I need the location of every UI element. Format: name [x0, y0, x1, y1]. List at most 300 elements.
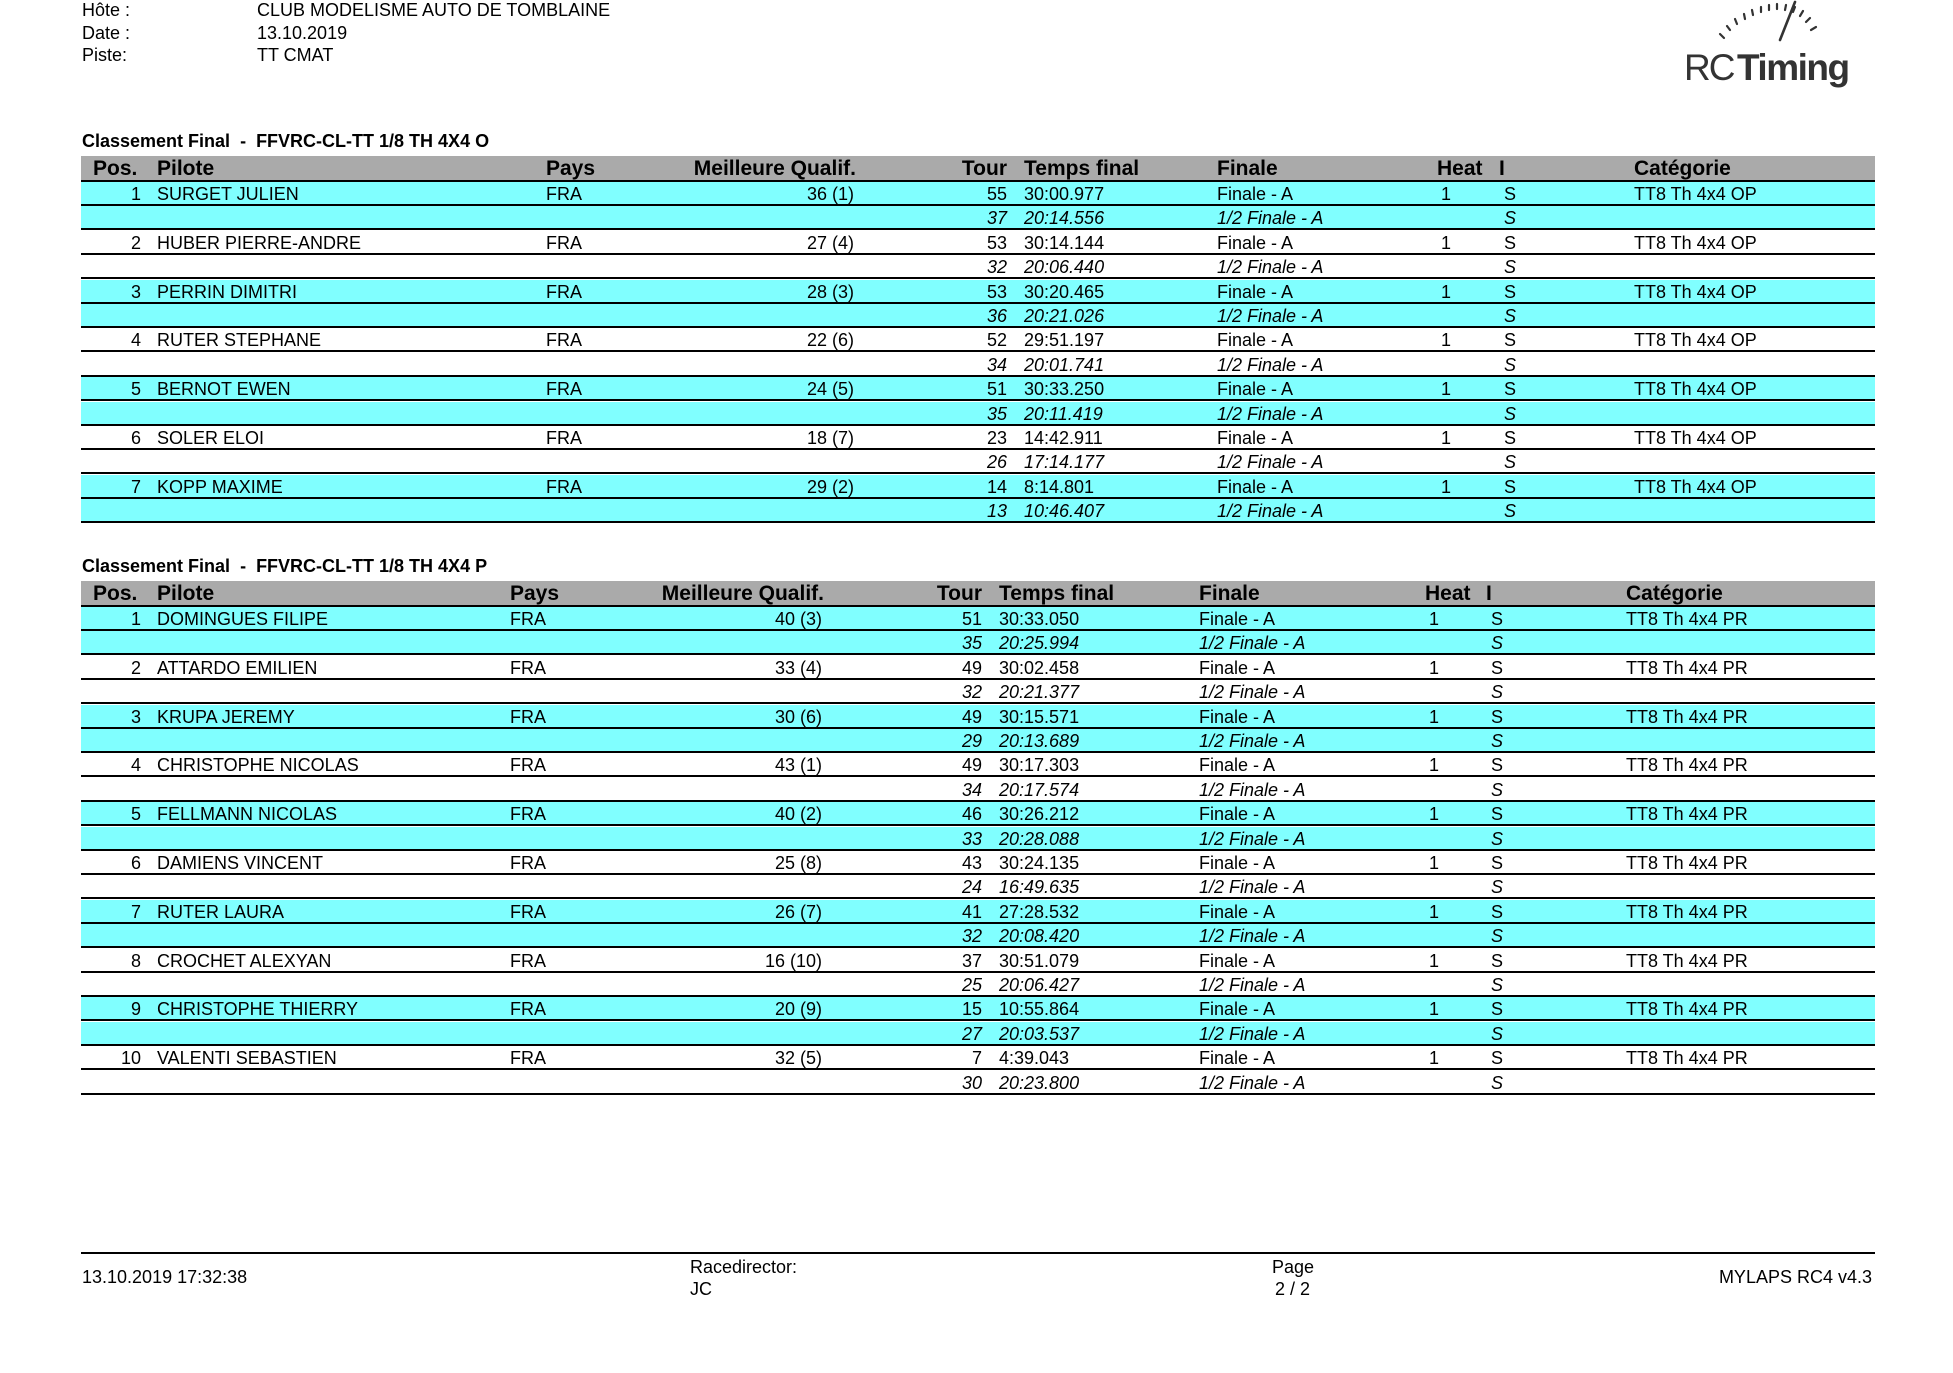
sub-i-flag: S [1491, 633, 1504, 654]
final-name: Finale - A [1199, 804, 1276, 825]
table-subrow [81, 680, 1875, 704]
laps: 53 [986, 232, 1007, 253]
column-header-country: Pays [510, 582, 560, 605]
laps: 51 [986, 379, 1007, 400]
svg-text:Timing: Timing [1737, 47, 1849, 88]
laps: 49 [961, 706, 982, 727]
position: 9 [130, 999, 141, 1020]
sub-final-name: 1/2 Finale - A [1199, 828, 1306, 849]
final-name: Finale - A [1217, 330, 1294, 351]
table-row [81, 802, 1875, 826]
heat: 1 [1429, 901, 1440, 922]
category: TT8 Th 4x4 OP [1634, 281, 1757, 302]
laps: 43 [961, 853, 982, 873]
final-time: 27:28.532 [999, 901, 1080, 922]
country: FRA [510, 706, 546, 727]
table-subrow [81, 973, 1875, 997]
category: TT8 Th 4x4 PR [1626, 755, 1748, 776]
pilot-name: HUBER PIERRE-ANDRE [157, 232, 362, 253]
sub-final-time: 20:01.741 [1024, 354, 1105, 375]
category: TT8 Th 4x4 PR [1626, 609, 1748, 629]
track-value: TT CMAT [257, 45, 334, 65]
gauge-icon [1680, 0, 1870, 95]
final-name: Finale - A [1217, 232, 1294, 253]
sub-final-time: 20:23.800 [999, 1072, 1080, 1093]
best-qualif: 30 (6) [774, 706, 822, 727]
position: 10 [120, 1048, 141, 1069]
sub-final-name: 1/2 Finale - A [1217, 403, 1324, 424]
table-subrow [81, 402, 1875, 426]
pilot-name: DOMINGUES FILIPE [157, 609, 329, 629]
pilot-name: RUTER STEPHANE [157, 330, 322, 351]
sub-final-name: 1/2 Finale - A [1199, 877, 1306, 898]
final-time: 14:42.911 [1024, 428, 1103, 448]
best-qualif: 40 (3) [774, 609, 822, 629]
heat: 1 [1441, 330, 1452, 351]
section-title-prefix: Classement Final [82, 131, 231, 151]
table-row [81, 949, 1875, 973]
sub-final-time: 20:11.419 [1024, 403, 1103, 424]
table-row [81, 1046, 1875, 1070]
best-qualif: 32 (5) [774, 1048, 822, 1069]
printed-timestamp: 13.10.2019 17:32:38 [82, 1267, 248, 1287]
table-subrow [81, 827, 1875, 851]
svg-text:RC: RC [1684, 47, 1734, 88]
heat: 1 [1441, 232, 1452, 253]
i-flag: S [1504, 330, 1517, 351]
sub-laps: 33 [961, 828, 982, 849]
position: 2 [130, 657, 141, 678]
i-flag: S [1504, 476, 1517, 497]
heat: 1 [1429, 609, 1440, 629]
position: 8 [130, 950, 141, 971]
final-name: Finale - A [1199, 950, 1276, 971]
final-name: Finale - A [1199, 901, 1276, 922]
pilot-name: RUTER LAURA [157, 901, 285, 922]
sub-i-flag: S [1491, 682, 1504, 703]
sub-laps: 35 [986, 403, 1007, 424]
laps: 23 [986, 428, 1007, 448]
laps: 55 [986, 184, 1007, 204]
pilot-name: PERRIN DIMITRI [157, 281, 298, 302]
laps: 53 [986, 281, 1007, 302]
sub-final-name: 1/2 Finale - A [1217, 306, 1324, 326]
heat: 1 [1429, 706, 1440, 727]
final-name: Finale - A [1199, 1048, 1276, 1069]
sub-final-time: 20:17.574 [999, 779, 1080, 800]
laps: 46 [961, 804, 982, 825]
i-flag: S [1491, 1048, 1504, 1069]
column-header-country: Pays [546, 157, 596, 180]
final-time: 30:14.144 [1024, 232, 1105, 253]
i-flag: S [1491, 657, 1504, 678]
sub-final-name: 1/2 Finale - A [1199, 633, 1306, 654]
i-flag: S [1491, 901, 1504, 922]
heat: 1 [1441, 184, 1452, 204]
sub-final-time: 17:14.177 [1024, 452, 1105, 473]
country: FRA [546, 281, 582, 302]
racedirector-label: Racedirector: [690, 1257, 798, 1277]
table-subrow [81, 304, 1875, 328]
table-subrow [81, 450, 1875, 474]
laps: 15 [961, 999, 982, 1020]
final-name: Finale - A [1199, 755, 1276, 776]
table-subrow [81, 729, 1875, 753]
table-row [81, 426, 1875, 450]
table-subrow [81, 875, 1875, 899]
page-number: 2 / 2 [1275, 1279, 1311, 1299]
sub-final-name: 1/2 Finale - A [1199, 926, 1306, 947]
sub-final-time: 16:49.635 [999, 877, 1080, 898]
country: FRA [510, 755, 546, 776]
laps: 7 [971, 1048, 982, 1069]
column-header-final-time: Temps final [1024, 157, 1140, 180]
best-qualif: 16 (10) [764, 950, 822, 971]
country: FRA [510, 999, 546, 1020]
page-label: Page [1272, 1257, 1315, 1277]
laps: 51 [961, 609, 982, 629]
table-subrow [81, 206, 1875, 230]
i-flag: S [1504, 232, 1517, 253]
sub-laps: 34 [961, 779, 982, 800]
sub-final-name: 1/2 Finale - A [1199, 779, 1306, 800]
sub-final-time: 20:06.427 [999, 975, 1080, 995]
final-name: Finale - A [1217, 428, 1294, 448]
final-name: Finale - A [1199, 999, 1276, 1020]
sub-i-flag: S [1504, 501, 1517, 522]
sub-i-flag: S [1491, 1023, 1504, 1044]
best-qualif: 24 (5) [806, 379, 854, 400]
final-name: Finale - A [1199, 853, 1276, 873]
country: FRA [510, 853, 546, 873]
final-name: Finale - A [1199, 706, 1276, 727]
pilot-name: BERNOT EWEN [157, 379, 291, 400]
sub-final-time: 20:25.994 [999, 633, 1080, 654]
column-header-i: I [1486, 582, 1492, 605]
date-value: 13.10.2019 [257, 23, 348, 43]
sub-laps: 29 [961, 731, 982, 751]
sub-laps: 37 [986, 208, 1007, 229]
best-qualif: 18 (7) [806, 428, 854, 448]
position: 4 [130, 755, 141, 776]
column-header-final-time: Temps final [999, 582, 1115, 605]
category: TT8 Th 4x4 OP [1634, 232, 1757, 253]
table-row [81, 377, 1875, 401]
country: FRA [510, 609, 546, 629]
section-title-p: Classement Final - FFVRC-CL-TT 1/8 TH 4X4 P [82, 556, 488, 576]
final-time: 30:02.458 [999, 657, 1080, 678]
i-flag: S [1491, 706, 1504, 727]
final-time: 30:17.303 [999, 755, 1080, 776]
category: TT8 Th 4x4 PR [1626, 853, 1748, 873]
final-time: 30:26.212 [999, 804, 1080, 825]
position: 5 [130, 379, 141, 400]
column-header-category: Catégorie [1626, 582, 1723, 605]
table-subrow [81, 778, 1875, 802]
sub-laps: 25 [961, 975, 982, 995]
sub-final-name: 1/2 Finale - A [1199, 731, 1306, 751]
final-time: 8:14.801 [1024, 476, 1095, 497]
sub-final-time: 20:28.088 [999, 828, 1080, 849]
laps: 49 [961, 657, 982, 678]
i-flag: S [1504, 379, 1517, 400]
category: TT8 Th 4x4 PR [1626, 999, 1748, 1020]
sub-i-flag: S [1504, 452, 1517, 473]
best-qualif: 28 (3) [806, 281, 854, 302]
column-header-laps: Tour [961, 157, 1007, 180]
i-flag: S [1491, 999, 1504, 1020]
position: 1 [130, 609, 141, 629]
heat: 1 [1429, 853, 1440, 873]
sub-laps: 35 [961, 633, 982, 654]
i-flag: S [1491, 609, 1504, 629]
sub-final-name: 1/2 Finale - A [1217, 452, 1324, 473]
column-header-pos: Pos. [93, 157, 138, 180]
sub-final-time: 20:14.556 [1024, 208, 1105, 229]
sub-i-flag: S [1504, 403, 1517, 424]
pilot-name: CROCHET ALEXYAN [157, 950, 332, 971]
sub-final-name: 1/2 Finale - A [1199, 1072, 1306, 1093]
heat: 1 [1429, 755, 1440, 776]
category: TT8 Th 4x4 OP [1634, 428, 1757, 448]
section-title-name: FFVRC-CL-TT 1/8 TH 4X4 P [256, 556, 488, 576]
sub-i-flag: S [1491, 926, 1504, 947]
section-title-name: FFVRC-CL-TT 1/8 TH 4X4 O [256, 131, 490, 151]
sub-i-flag: S [1491, 1072, 1504, 1093]
sub-i-flag: S [1491, 877, 1504, 898]
best-qualif: 25 (8) [774, 853, 822, 873]
best-qualif: 26 (7) [774, 901, 822, 922]
track-label: Piste: [82, 45, 128, 65]
final-time: 30:51.079 [999, 950, 1080, 971]
i-flag: S [1491, 853, 1504, 873]
final-time: 30:20.465 [1024, 281, 1105, 302]
sub-final-name: 1/2 Finale - A [1199, 975, 1306, 995]
position: 2 [130, 232, 141, 253]
table-subrow [81, 499, 1875, 523]
category: TT8 Th 4x4 PR [1626, 950, 1748, 971]
table-row [81, 475, 1875, 499]
country: FRA [546, 330, 582, 351]
position: 7 [130, 476, 141, 497]
column-header-pilot: Pilote [157, 157, 215, 180]
pilot-name: CHRISTOPHE THIERRY [157, 999, 359, 1020]
best-qualif: 20 (9) [774, 999, 822, 1020]
country: FRA [510, 804, 546, 825]
host-value: CLUB MODELISME AUTO DE TOMBLAINE [257, 0, 611, 20]
final-name: Finale - A [1217, 281, 1294, 302]
sub-i-flag: S [1491, 975, 1504, 995]
country: FRA [546, 232, 582, 253]
position: 3 [130, 281, 141, 302]
sub-final-name: 1/2 Finale - A [1199, 682, 1306, 703]
table-row [81, 328, 1875, 352]
best-qualif: 43 (1) [774, 755, 822, 776]
sub-laps: 32 [961, 682, 982, 703]
column-header-i: I [1499, 157, 1505, 180]
table-subrow [81, 1022, 1875, 1046]
pilot-name: KRUPA JEREMY [157, 706, 295, 727]
laps: 41 [961, 901, 982, 922]
pilot-name: CHRISTOPHE NICOLAS [157, 755, 359, 776]
heat: 1 [1441, 476, 1452, 497]
sub-final-name: 1/2 Finale - A [1217, 257, 1324, 278]
sub-final-time: 20:06.440 [1024, 257, 1105, 278]
sub-laps: 24 [961, 877, 982, 898]
table-row [81, 997, 1875, 1021]
country: FRA [546, 184, 582, 204]
sub-i-flag: S [1504, 208, 1517, 229]
final-name: Finale - A [1199, 609, 1276, 629]
country: FRA [546, 476, 582, 497]
final-name: Finale - A [1217, 184, 1294, 204]
pilot-name: FELLMANN NICOLAS [157, 804, 338, 825]
heat: 1 [1429, 804, 1440, 825]
laps: 14 [986, 476, 1007, 497]
i-flag: S [1491, 804, 1504, 825]
table-row [81, 753, 1875, 777]
table-row [81, 231, 1875, 255]
heat: 1 [1429, 999, 1440, 1020]
section-title-o: Classement Final - FFVRC-CL-TT 1/8 TH 4X4 O [82, 131, 490, 151]
software-version: MYLAPS RC4 v4.3 [1718, 1267, 1872, 1287]
table-header [81, 581, 1875, 607]
final-time: 10:55.864 [999, 999, 1080, 1020]
category: TT8 Th 4x4 OP [1634, 330, 1757, 351]
table-row [81, 851, 1875, 875]
position: 6 [130, 853, 141, 873]
position: 3 [130, 706, 141, 727]
sub-laps: 34 [986, 354, 1007, 375]
sub-final-time: 20:21.377 [999, 682, 1080, 703]
category: TT8 Th 4x4 PR [1626, 1048, 1748, 1069]
table-row [81, 900, 1875, 924]
final-name: Finale - A [1217, 379, 1294, 400]
sub-i-flag: S [1491, 731, 1504, 751]
table-header [81, 156, 1875, 182]
heat: 1 [1441, 281, 1452, 302]
sub-laps: 13 [986, 501, 1007, 522]
best-qualif: 22 (6) [806, 330, 854, 351]
column-header-laps: Tour [936, 582, 982, 605]
i-flag: S [1491, 950, 1504, 971]
sub-i-flag: S [1491, 779, 1504, 800]
table-subrow [81, 924, 1875, 948]
sub-laps: 32 [961, 926, 982, 947]
best-qualif: 33 (4) [774, 657, 822, 678]
position: 4 [130, 330, 141, 351]
sub-final-name: 1/2 Finale - A [1217, 501, 1324, 522]
column-header-best-qualif: Meilleure Qualif. [693, 157, 856, 180]
sub-laps: 30 [961, 1072, 982, 1093]
table-subrow [81, 631, 1875, 655]
country: FRA [510, 901, 546, 922]
pilot-name: KOPP MAXIME [157, 476, 283, 497]
pilot-name: ATTARDO EMILIEN [157, 657, 318, 678]
pilot-name: DAMIENS VINCENT [157, 853, 324, 873]
sub-i-flag: S [1504, 354, 1517, 375]
category: TT8 Th 4x4 OP [1634, 184, 1757, 204]
category: TT8 Th 4x4 PR [1626, 804, 1748, 825]
category: TT8 Th 4x4 PR [1626, 706, 1748, 727]
table-row [81, 280, 1875, 304]
column-header-final: Finale [1199, 582, 1260, 605]
column-header-pos: Pos. [93, 582, 138, 605]
i-flag: S [1504, 184, 1517, 204]
country: FRA [546, 428, 582, 448]
column-header-pilot: Pilote [157, 582, 215, 605]
section-title-prefix: Classement Final [82, 556, 231, 576]
table-row [81, 607, 1875, 631]
laps: 49 [961, 755, 982, 776]
column-header-best-qualif: Meilleure Qualif. [661, 582, 824, 605]
sub-i-flag: S [1504, 306, 1517, 326]
heat: 1 [1441, 428, 1452, 448]
sub-i-flag: S [1504, 257, 1517, 278]
sub-laps: 32 [986, 257, 1007, 278]
category: TT8 Th 4x4 PR [1626, 657, 1748, 678]
position: 1 [130, 184, 141, 204]
date-label: Date : [82, 23, 131, 43]
sub-final-time: 20:08.420 [999, 926, 1080, 947]
pilot-name: SURGET JULIEN [157, 184, 299, 204]
final-time: 30:15.571 [999, 706, 1080, 727]
column-header-category: Catégorie [1634, 157, 1731, 180]
final-time: 30:33.250 [1024, 379, 1105, 400]
heat: 1 [1441, 379, 1452, 400]
country: FRA [510, 950, 546, 971]
final-time: 30:00.977 [1024, 184, 1105, 204]
best-qualif: 36 (1) [806, 184, 854, 204]
table-subrow [81, 1071, 1875, 1095]
final-time: 29:51.197 [1024, 330, 1105, 351]
i-flag: S [1491, 755, 1504, 776]
final-time: 30:24.135 [999, 853, 1080, 873]
best-qualif: 29 (2) [806, 476, 854, 497]
pilot-name: VALENTI SEBASTIEN [157, 1048, 337, 1069]
category: TT8 Th 4x4 PR [1626, 901, 1748, 922]
table-subrow [81, 353, 1875, 377]
sub-final-time: 10:46.407 [1024, 501, 1105, 522]
final-time: 30:33.050 [999, 609, 1080, 629]
i-flag: S [1504, 428, 1517, 448]
sub-laps: 26 [986, 452, 1007, 473]
final-time: 4:39.043 [999, 1048, 1070, 1069]
sub-final-time: 20:13.689 [999, 731, 1080, 751]
sub-laps: 27 [961, 1023, 982, 1044]
sub-laps: 36 [986, 306, 1007, 326]
category: TT8 Th 4x4 OP [1634, 476, 1757, 497]
sub-final-time: 20:03.537 [999, 1023, 1080, 1044]
best-qualif: 27 (4) [806, 232, 854, 253]
pilot-name: SOLER ELOI [157, 428, 265, 448]
table-row [81, 182, 1875, 206]
laps: 52 [986, 330, 1007, 351]
country: FRA [510, 657, 546, 678]
table-row [81, 705, 1875, 729]
final-name: Finale - A [1217, 476, 1294, 497]
heat: 1 [1429, 657, 1440, 678]
position: 6 [130, 428, 141, 448]
column-header-final: Finale [1217, 157, 1278, 180]
table-subrow [81, 255, 1875, 279]
table-row [81, 656, 1875, 680]
position: 7 [130, 901, 141, 922]
footer-divider [81, 1252, 1875, 1254]
heat: 1 [1429, 950, 1440, 971]
category: TT8 Th 4x4 OP [1634, 379, 1757, 400]
country: FRA [546, 379, 582, 400]
